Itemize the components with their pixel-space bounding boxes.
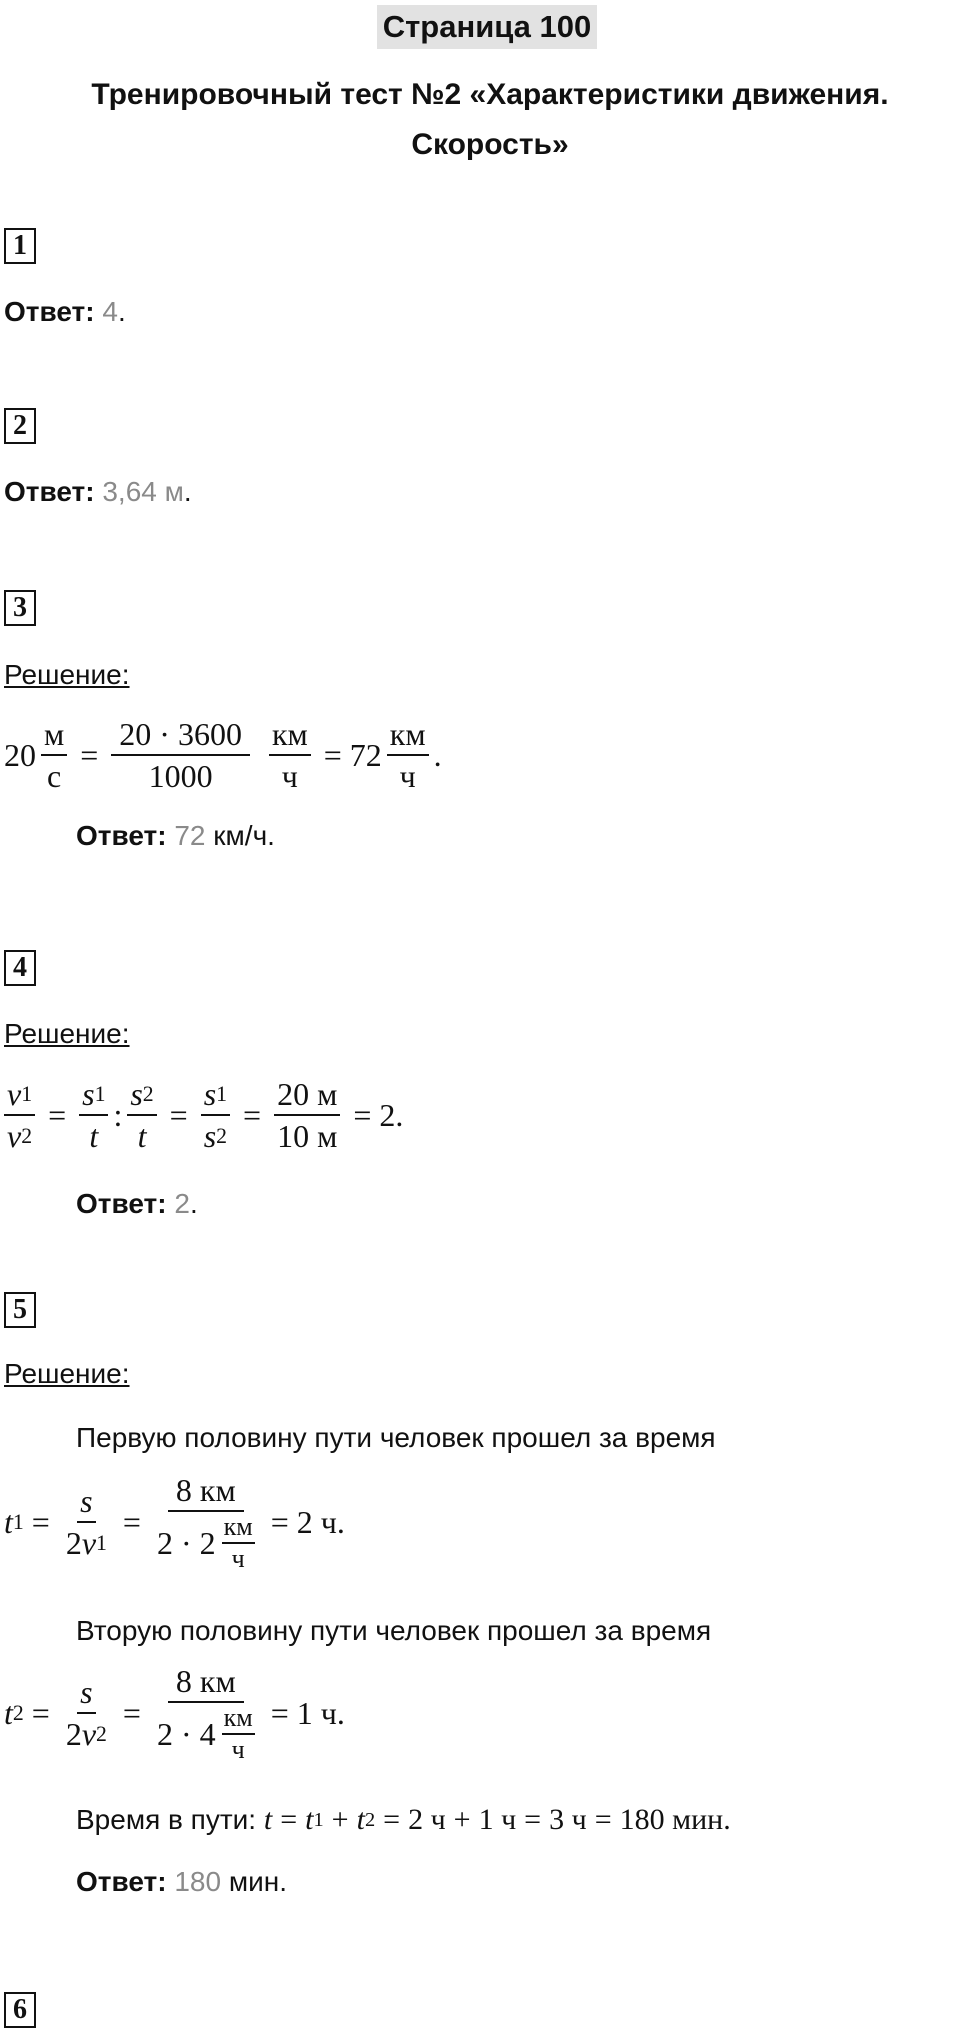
test-title [60,70,920,170]
numerator: км [222,1512,255,1544]
total-formula: t = t 1 + t 2 = 2 ч + 1 ч = 3 ч = 180 мин. [263,1803,731,1836]
equals: = [31,1694,50,1731]
denominator: ч [231,1544,245,1573]
task-5-solution-label: Решение: [4,1358,130,1389]
s2-over-t [127,1074,156,1156]
denominator: 2 v 1 [65,1525,107,1561]
task-5-text-1: Первую половину пути человек прошел за время [76,1422,716,1453]
task-5-number: 5 [4,1292,36,1328]
s-symbol: s [80,1483,93,1519]
task-3-solution-label: Решение: [4,659,130,690]
equals: = [280,1803,298,1836]
numerator [77,1481,95,1523]
denominator: 10 м [277,1118,338,1154]
equals: = [524,1803,542,1836]
distance-ratio [274,1074,340,1156]
task-4-formula [4,1074,403,1156]
test-title-line-1: Тренировочный тест №2 «Характеристики движения. [91,78,889,111]
equals: = [270,1503,289,1540]
equals: = [270,1694,289,1731]
answer-value: 4 [102,296,118,327]
result: 2 ч. [296,1503,345,1540]
denominator: v 2 [7,1118,33,1154]
value: 20 [4,736,36,773]
answer-end: . [117,296,126,327]
numerator: м [41,714,67,756]
numerator: 8 км [168,1661,244,1703]
answer-label: Ответ: [76,1188,167,1219]
equals: = [169,1096,188,1133]
equals: = [80,736,99,773]
equals: = [594,1803,612,1836]
task-1-number: 1 [4,228,36,264]
task-5-total-time [76,1802,731,1838]
answer-end: . [183,476,192,507]
numerator: s 1 [79,1074,108,1116]
numerator: 20 · 3600 [111,714,250,756]
task-5-answer [76,1864,287,1900]
numerator: км [269,714,311,756]
task-4-number: 4 [4,950,36,986]
denominator: ч [281,758,298,794]
denominator [154,1703,258,1765]
t-symbol: t [263,1803,273,1836]
s-symbol: s [130,1076,143,1112]
coefficient: 2 [65,1716,82,1752]
task-4-answer [76,1186,198,1222]
t-symbol: t [4,1694,13,1731]
v-symbol: v [81,1525,97,1561]
unit-fraction [387,714,429,796]
plus: + [331,1803,349,1836]
answer-label: Ответ: [76,1866,167,1897]
term: 1 ч [478,1803,517,1836]
denominator: 1000 [148,758,213,794]
page-title: Страница 100 [377,5,597,49]
t-symbol: t [4,1503,13,1540]
unit-fraction [269,714,311,796]
task-5-text-2: Вторую половину пути человек прошел за время [76,1615,712,1646]
answer-value: 72 [174,820,206,851]
answer-label: Ответ: [4,296,95,327]
denominator: ч [231,1735,245,1764]
numerator: s 2 [127,1074,156,1116]
answer-value: 180 [174,1866,222,1897]
equals: = [122,1694,141,1731]
t-symbol: t [89,1118,99,1154]
task-3-answer [76,818,275,854]
unit-fraction [41,714,67,796]
s-symbol: s [203,1076,217,1112]
numerator [77,1672,95,1714]
period: . [433,736,442,773]
result: 180 мин. [619,1803,731,1836]
numerator: км [387,714,429,756]
equals: = [48,1096,67,1133]
unit-fraction [222,1512,255,1574]
s-symbol: s [82,1076,95,1112]
numerator: км [222,1703,255,1735]
denominator: с [47,758,62,794]
v-symbol: v [81,1716,97,1752]
task-3-number: 3 [4,590,36,626]
equals: = [31,1503,50,1540]
v-symbol: v [7,1076,22,1112]
denominator: s 2 [203,1118,228,1154]
equals: = [383,1803,401,1836]
numerator: s 1 [201,1074,230,1116]
denominator [86,1116,101,1156]
task-2-number: 2 [4,408,36,444]
s-symbol: s [203,1118,217,1154]
s1-over-t [79,1074,108,1156]
unit-fraction [222,1703,255,1765]
denominator [154,1512,258,1574]
denominator [135,1116,150,1156]
plus: + [453,1803,471,1836]
result: 1 ч. [296,1694,345,1731]
t-symbol: t [305,1803,314,1836]
task-3-formula [4,714,442,796]
answer-label: Ответ: [4,476,95,507]
task-5-formula-t2: t 2 = s 2 v 2 = 8 км 2 · 4 км ч = 1 ч. [4,1663,345,1764]
term: 3 ч [549,1803,587,1836]
numerator: 20 м [274,1074,340,1116]
s-over-2v2 [63,1672,110,1754]
product: 2 · 4 [156,1716,216,1752]
term: 2 ч [408,1803,446,1836]
numeric-fraction [154,1661,258,1765]
s1-over-s2 [201,1074,230,1156]
task-6-number: 6 [4,1992,36,2028]
denominator: ч [399,758,416,794]
task-4-solution-label: Решение: [4,1018,130,1049]
s-over-2v1 [63,1481,110,1563]
answer-unit: мин. [221,1866,287,1897]
numeric-fraction [154,1470,258,1574]
equals: = [122,1503,141,1540]
s-symbol: s [80,1674,93,1710]
velocity-ratio [4,1074,35,1156]
result: 2. [379,1096,404,1133]
task-5-formula-t1: t 1 = s 2 v 1 = 8 км 2 · 2 км ч = 2 ч. [4,1472,345,1573]
task-2-answer [4,474,192,510]
v-symbol: v [7,1118,22,1154]
answer-label: Ответ: [76,820,167,851]
denominator: 2 v 2 [65,1716,107,1752]
total-label: Время в пути: [76,1804,264,1835]
colon: : [113,1096,123,1133]
numerator: 8 км [168,1470,244,1512]
task-1-answer [4,294,126,330]
t-symbol: t [137,1118,147,1154]
equals: = [323,736,342,773]
answer-value: 3,64 м [102,476,184,507]
equals: = [353,1096,372,1133]
coefficient: 2 [65,1525,82,1561]
answer-value: 2 [174,1188,190,1219]
equals: = [243,1096,262,1133]
conversion-fraction [111,714,250,796]
answer-end: . [189,1188,198,1219]
answer-unit: км/ч. [205,820,275,851]
t-symbol: t [356,1803,365,1836]
product: 2 · 2 [156,1525,216,1561]
test-title-line-2: Скорость» [411,128,569,161]
numerator: v 1 [4,1074,35,1116]
value: 72 [349,736,382,773]
